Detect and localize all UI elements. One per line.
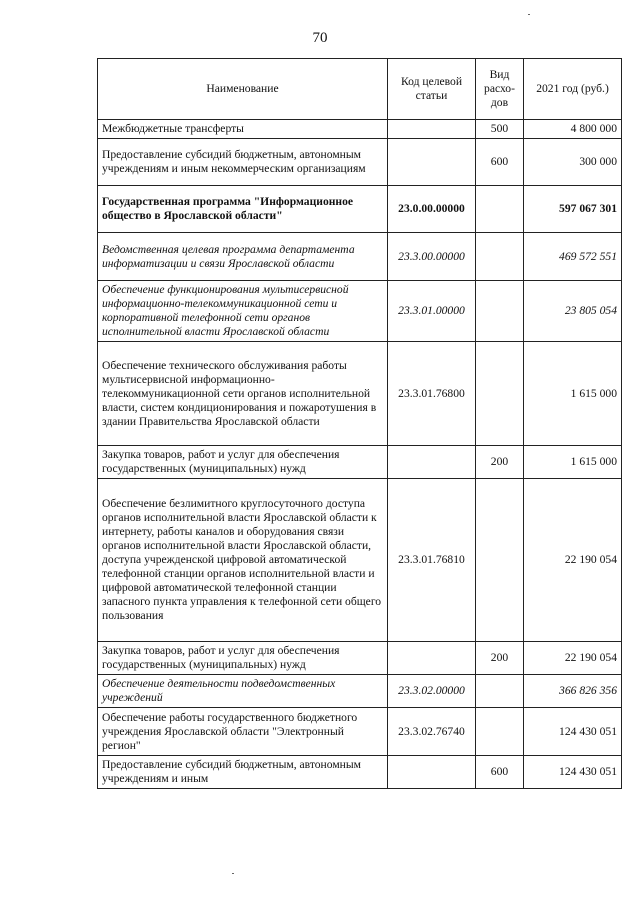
row-name-cell: Ведомственная целевая программа департамента информатизации и связи Ярославской области	[98, 233, 388, 281]
row-name-cell: Обеспечение технического обслуживания работы мультисервисной информационно-телекоммуникационной сети органов исполнительной власти, систем кондиционирования и пожаротушения в здании Правительства Ярославской области	[98, 342, 388, 446]
table-row	[98, 675, 622, 708]
row-amount-cell: 124 430 051	[524, 756, 622, 789]
table-body	[98, 120, 622, 789]
row-amount-cell: 366 826 356	[524, 675, 622, 708]
header-amount: 2021 год (руб.)	[524, 59, 622, 120]
row-type-cell	[476, 342, 524, 446]
row-amount-cell: 124 430 051	[524, 708, 622, 756]
row-code-cell: 23.3.01.00000	[388, 281, 476, 342]
table-row	[98, 342, 622, 446]
table-row	[98, 233, 622, 281]
table-header-row	[98, 59, 622, 120]
row-name-cell: Обеспечение деятельности подведомственных учреждений	[98, 675, 388, 708]
row-amount-cell: 469 572 551	[524, 233, 622, 281]
budget-table	[97, 58, 622, 789]
row-code-cell	[388, 446, 476, 479]
row-type-cell	[476, 479, 524, 642]
header-code: Код целевой статьи	[388, 59, 476, 120]
row-code-cell	[388, 642, 476, 675]
row-name-cell: Обеспечение работы государственного бюджетного учреждения Ярославской области "Электронный регион"	[98, 708, 388, 756]
row-code-cell	[388, 139, 476, 186]
row-code-cell: 23.3.01.76810	[388, 479, 476, 642]
row-name-cell: Государственная программа "Информационное общество в Ярославской области"	[98, 186, 388, 233]
table-row	[98, 708, 622, 756]
table-row	[98, 756, 622, 789]
row-amount-cell: 23 805 054	[524, 281, 622, 342]
table-row	[98, 281, 622, 342]
row-name-cell: Предоставление субсидий бюджетным, автономным учреждениям и иным	[98, 756, 388, 789]
row-type-cell: 500	[476, 120, 524, 139]
row-type-cell	[476, 281, 524, 342]
scan-speck	[232, 873, 234, 874]
table-row	[98, 120, 622, 139]
row-code-cell: 23.3.02.00000	[388, 675, 476, 708]
row-code-cell: 23.3.00.00000	[388, 233, 476, 281]
row-code-cell: 23.3.02.76740	[388, 708, 476, 756]
page-number: 70	[312, 30, 328, 46]
row-amount-cell: 597 067 301	[524, 186, 622, 233]
row-type-cell	[476, 675, 524, 708]
row-type-cell: 600	[476, 756, 524, 789]
row-type-cell: 200	[476, 446, 524, 479]
table-row	[98, 479, 622, 642]
row-name-cell: Предоставление субсидий бюджетным, автономным учреждениям и иным некоммерческим организациям	[98, 139, 388, 186]
row-type-cell	[476, 186, 524, 233]
row-amount-cell: 300 000	[524, 139, 622, 186]
table-row	[98, 446, 622, 479]
row-code-cell	[388, 756, 476, 789]
row-type-cell: 600	[476, 139, 524, 186]
row-name-cell: Обеспечение безлимитного круглосуточного доступа органов исполнительной власти Ярославской области к интернету, работы каналов и оборудования связи органов исполнительной власти Ярославской области, доступа учрежденской цифровой автоматической телефонной станции органов исполнительной власти и цифровой автоматической телефонной станции запасного пункта управления к телефонной сети общего пользования	[98, 479, 388, 642]
row-amount-cell: 1 615 000	[524, 342, 622, 446]
table-row	[98, 186, 622, 233]
scan-speck	[528, 14, 530, 15]
row-type-cell: 200	[476, 642, 524, 675]
table-row	[98, 642, 622, 675]
row-name-cell: Обеспечение функционирования мультисервисной информационно-телекоммуникационной сети и корпоративной телефонной сети органов исполнительной власти Ярославской области	[98, 281, 388, 342]
row-amount-cell: 22 190 054	[524, 642, 622, 675]
row-amount-cell: 1 615 000	[524, 446, 622, 479]
row-amount-cell: 22 190 054	[524, 479, 622, 642]
table-row	[98, 139, 622, 186]
row-name-cell: Закупка товаров, работ и услуг для обеспечения государственных (муниципальных) нужд	[98, 446, 388, 479]
row-name-cell: Межбюджетные трансферты	[98, 120, 388, 139]
row-name-cell: Закупка товаров, работ и услуг для обеспечения государственных (муниципальных) нужд	[98, 642, 388, 675]
row-code-cell: 23.0.00.00000	[388, 186, 476, 233]
header-name: Наименование	[98, 59, 388, 120]
row-type-cell	[476, 708, 524, 756]
row-code-cell: 23.3.01.76800	[388, 342, 476, 446]
row-amount-cell: 4 800 000	[524, 120, 622, 139]
header-type: Вид расхо-дов	[476, 59, 524, 120]
row-type-cell	[476, 233, 524, 281]
row-code-cell	[388, 120, 476, 139]
